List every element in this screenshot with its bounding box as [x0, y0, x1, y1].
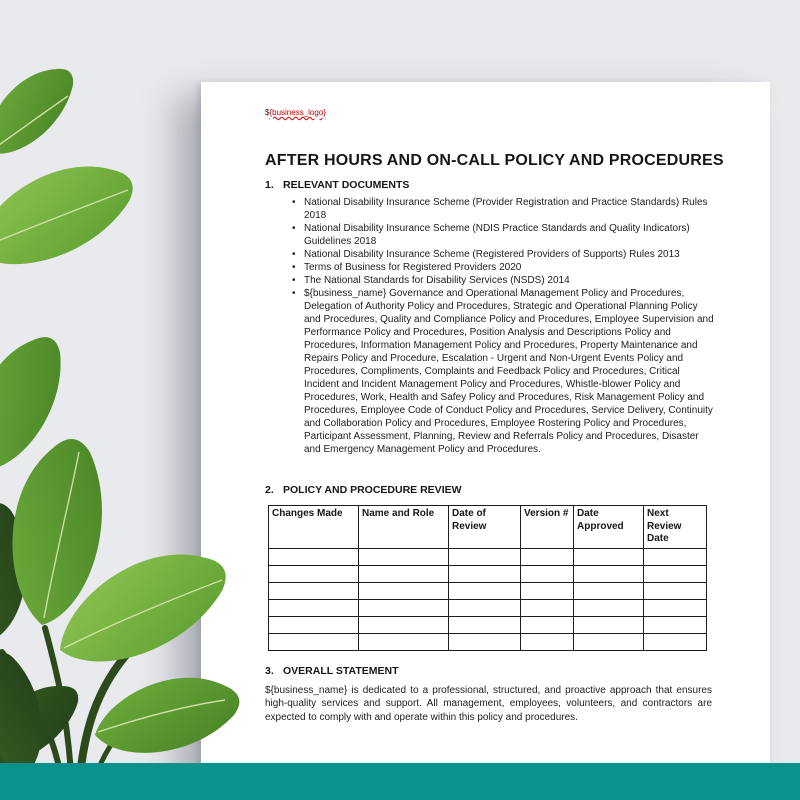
list-item: • ${business_name} Governance and Operational Management Policy and Procedures, Delegation of Authority Policy and Procedures, Strategic and Operational Planning Policy and Procedures, Quality and Compliance Policy and Procedures, Employee Supervision and Performance Policy and Procedures, Position Analysis and Descriptions Policy and Procedures, Information Management Policy and Procedures, Property Maintenance and Repairs Policy and Procedure, Escalation - Urgent and Non-Urgent Events Policy and Procedures, Compliments, Complaints and Feedback Policy and Procedures, Critical Incident and Incident Management Policy and Procedures, Whistle-blower Policy and Procedures, Work, Health and Safey Policy and Procedures, Risk Management Policy and Procedures, Employee Code of Conduct Policy and Procedures, Service Delivery, Continuity and Collaboration Policy and Procedures, Employee Rostering Policy and Procedures, Participant Assessment, Planning, Review and Referrals Policy and Procedures, Disaster and Emergency Management Policy and Procedures.: [292, 287, 716, 456]
table-cell-empty: [521, 633, 574, 650]
section-heading-policy-review: [265, 484, 713, 497]
footer-accent-bar: [0, 763, 800, 800]
table-cell-empty: [644, 565, 707, 582]
table-cell-empty: [449, 633, 521, 650]
logo-placeholder-text: {business_logo}: [269, 108, 326, 117]
logo-prefix: $: [265, 108, 270, 117]
table-cell-empty: [574, 616, 644, 633]
business-logo-placeholder: [265, 108, 713, 118]
relevant-documents-list: [265, 196, 713, 456]
table-row: [269, 616, 707, 633]
table-row: [269, 565, 707, 582]
table-cell-empty: [359, 633, 449, 650]
table-cell-empty: [449, 548, 521, 565]
table-cell-empty: [359, 565, 449, 582]
policy-review-table: [268, 505, 707, 651]
table-cell-empty: [521, 565, 574, 582]
table-cell-empty: [359, 599, 449, 616]
section-heading-label: RELEVANT DOCUMENTS: [283, 179, 410, 191]
table-cell-empty: [449, 616, 521, 633]
list-item: • Terms of Business for Registered Providers 2020: [292, 261, 716, 274]
table-cell-empty: [449, 565, 521, 582]
table-cell-empty: [644, 616, 707, 633]
table-header-cell: Next Review Date: [644, 506, 707, 549]
table-cell-empty: [269, 548, 359, 565]
table-cell-empty: [574, 548, 644, 565]
overall-statement-paragraph: ${business_name} is dedicated to a professional, structured, and proactive approach that ensures high-quality services and support. All management, employees, volunteers, and contractors are expected to comply with and operate within this policy and procedures.: [265, 684, 712, 723]
table-header-cell: Name and Role: [359, 506, 449, 549]
section-heading-label: OVERALL STATEMENT: [283, 664, 399, 677]
section-heading-label: POLICY AND PROCEDURE REVIEW: [283, 484, 462, 496]
section-number: 2.: [265, 484, 274, 496]
section-number: 1.: [265, 179, 274, 191]
table-header-cell: Changes Made: [269, 506, 359, 549]
section-heading-relevant-documents: [265, 179, 713, 192]
table-cell-empty: [644, 582, 707, 599]
list-item: • National Disability Insurance Scheme (NDIS Practice Standards and Quality Indicators) Guidelines 2018: [292, 222, 716, 248]
table-cell-empty: [269, 565, 359, 582]
table-cell-empty: [359, 616, 449, 633]
table-cell-empty: [644, 599, 707, 616]
table-header-cell: Date Approved: [574, 506, 644, 549]
table-header-cell: Version #: [521, 506, 574, 549]
table-cell-empty: [574, 565, 644, 582]
table-cell-empty: [644, 633, 707, 650]
table-cell-empty: [269, 582, 359, 599]
table-cell-empty: [359, 582, 449, 599]
table-cell-empty: [521, 616, 574, 633]
list-item: • National Disability Insurance Scheme (Registered Providers of Supports) Rules 2013: [292, 248, 716, 261]
table-cell-empty: [269, 599, 359, 616]
list-item: • The National Standards for Disability Services (NSDS) 2014: [292, 274, 716, 287]
table-cell-empty: [574, 599, 644, 616]
table-cell-empty: [521, 599, 574, 616]
table-cell-empty: [521, 548, 574, 565]
table-cell-empty: [644, 548, 707, 565]
table-header-cell: Date of Review: [449, 506, 521, 549]
list-item: • National Disability Insurance Scheme (Provider Registration and Practice Standards) Rules 2018: [292, 196, 716, 222]
section-heading-overall-statement: [265, 665, 713, 678]
table-cell-empty: [449, 582, 521, 599]
section-number: 3.: [265, 664, 274, 677]
table-row: [269, 599, 707, 616]
table-cell-empty: [269, 633, 359, 650]
table-cell-empty: [449, 599, 521, 616]
table-row: [269, 582, 707, 599]
document-page: [201, 82, 770, 800]
table-row: [269, 633, 707, 650]
table-cell-empty: [574, 633, 644, 650]
table-cell-empty: [521, 582, 574, 599]
table-cell-empty: [359, 548, 449, 565]
table-cell-empty: [574, 582, 644, 599]
table-header-row: [269, 506, 707, 549]
document-title: AFTER HOURS AND ON-CALL POLICY AND PROCEDURES: [265, 152, 724, 169]
page-content: [201, 82, 770, 724]
table-row: [269, 548, 707, 565]
table-cell-empty: [269, 616, 359, 633]
